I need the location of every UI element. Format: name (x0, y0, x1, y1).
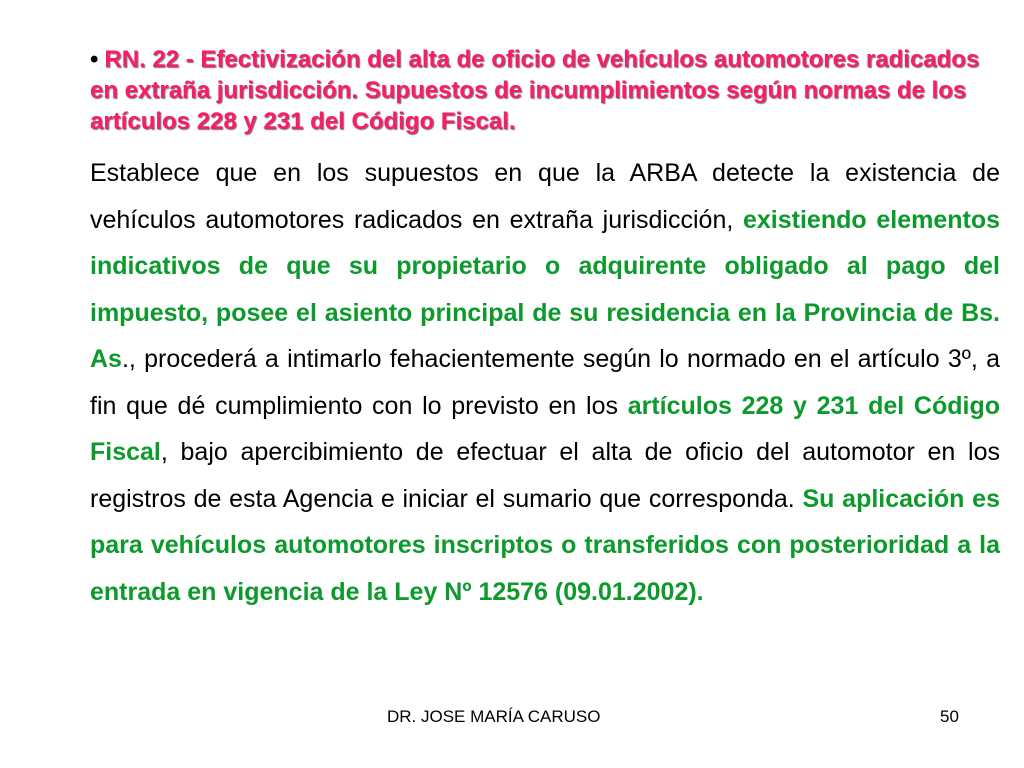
body-paragraph (90, 150, 1000, 615)
highlight-text-2: artículos 228 y 231 del Código Fiscal (90, 391, 1001, 466)
body-text-1: Establece que en los supuestos en que la ARBA detecte la existencia de vehículos automotores radicados en extraña jurisdicción, (90, 159, 1000, 234)
page-number: 50 (940, 707, 959, 726)
body-text-2: ., procederá a intimarlo fehacientemente según lo normado en el artículo 3º, a fin que dé cumplimiento con lo previsto en los (90, 345, 1000, 420)
slide-title (90, 44, 1005, 137)
footer-author: DR. JOSE MARÍA CARUSO (387, 707, 601, 726)
bullet: • (90, 46, 99, 73)
highlight-text-1: existiendo elementos indicativos de que su propietario o adquirente obligado al pago del impuesto, posee el asiento principal de su residencia en la Provincia de Bs. As (90, 205, 1001, 373)
body-text-3: , bajo apercibimiento de efectuar el alta de oficio del automotor en los registros de esta Agencia e iniciar el sumario que corresponda. (90, 438, 1000, 513)
highlight-text-3: Su aplicación es para vehículos automotores inscriptos o transferidos con posterioridad a la entrada en vigencia de la Ley Nº 12576 (09.01.2002). (90, 484, 1000, 606)
title-text: RN. 22 - Efectivización del alta de oficio de vehículos automotores radicados en extraña jurisdicción. Supuestos de incumplimientos según normas de los artículos 228 y 231 del Código Fiscal. (90, 46, 980, 135)
